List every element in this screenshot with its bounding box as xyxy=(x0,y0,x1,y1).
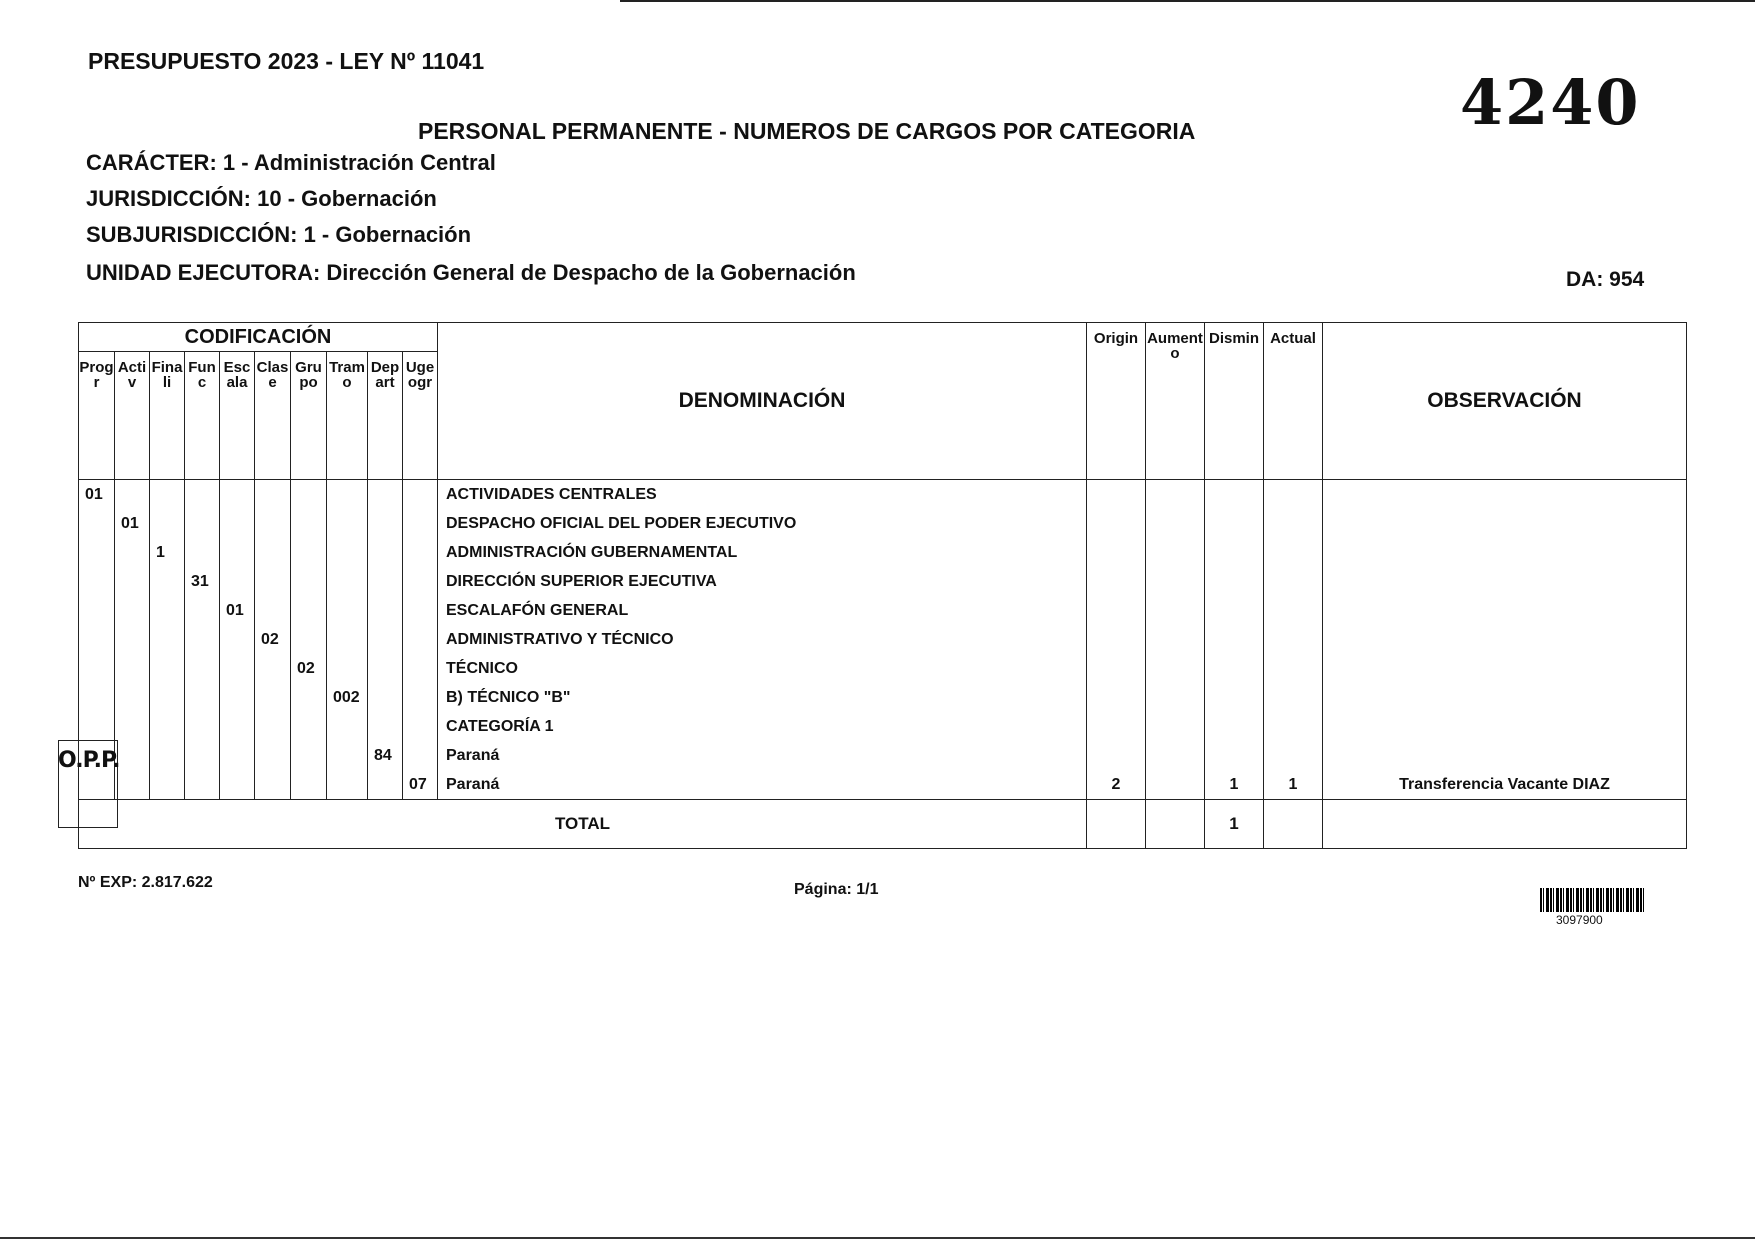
observacion-cell xyxy=(1323,596,1687,625)
table-row xyxy=(79,654,1687,683)
code-cell xyxy=(327,509,368,538)
denominacion-cell: ADMINISTRATIVO Y TÉCNICO xyxy=(438,625,1087,654)
code-header-label: Grupo xyxy=(295,359,322,391)
bottom-rule xyxy=(0,1237,1755,1239)
code-cell xyxy=(291,509,327,538)
code-cell xyxy=(327,625,368,654)
code-cell xyxy=(185,741,220,770)
code-cell xyxy=(255,683,291,712)
table-row xyxy=(79,741,1687,770)
code-cell xyxy=(115,712,150,741)
code-cell xyxy=(368,596,403,625)
table-row xyxy=(79,596,1687,625)
code-cell: 07 xyxy=(403,770,438,800)
code-cell xyxy=(115,480,150,510)
code-cell xyxy=(291,683,327,712)
count-cell xyxy=(1205,480,1264,510)
code-cell xyxy=(150,509,185,538)
code-cell: 31 xyxy=(185,567,220,596)
count-cell xyxy=(1146,741,1205,770)
code-cell xyxy=(150,567,185,596)
observacion-cell xyxy=(1323,741,1687,770)
code-cell xyxy=(220,625,255,654)
code-cell xyxy=(185,770,220,800)
code-cell xyxy=(403,683,438,712)
code-cell xyxy=(291,741,327,770)
code-header xyxy=(115,352,150,480)
denominacion-cell: ESCALAFÓN GENERAL xyxy=(438,596,1087,625)
cargos-table xyxy=(78,322,1687,849)
count-cell xyxy=(1087,480,1146,510)
code-cell xyxy=(291,712,327,741)
count-cell xyxy=(1087,596,1146,625)
code-cell xyxy=(327,741,368,770)
num-header-label: Actual xyxy=(1270,330,1316,347)
code-cell xyxy=(403,712,438,741)
code-cell xyxy=(327,770,368,800)
count-cell xyxy=(1146,596,1205,625)
code-cell xyxy=(115,683,150,712)
table-row xyxy=(79,480,1687,510)
code-cell xyxy=(327,538,368,567)
code-cell xyxy=(368,538,403,567)
count-cell xyxy=(1205,538,1264,567)
code-cell xyxy=(368,509,403,538)
top-rule xyxy=(620,0,1755,2)
code-cell xyxy=(79,538,115,567)
code-header-label: Finali xyxy=(151,359,183,391)
denominacion-cell: TÉCNICO xyxy=(438,654,1087,683)
count-cell xyxy=(1205,683,1264,712)
total-aumento xyxy=(1146,800,1205,849)
code-cell xyxy=(327,712,368,741)
table-row xyxy=(79,509,1687,538)
code-cell: 02 xyxy=(291,654,327,683)
observacion-cell xyxy=(1323,567,1687,596)
table-body xyxy=(79,480,1687,800)
count-cell: 2 xyxy=(1087,770,1146,800)
count-cell xyxy=(1087,741,1146,770)
count-cell xyxy=(1087,683,1146,712)
code-cell xyxy=(115,770,150,800)
code-cell xyxy=(79,567,115,596)
code-header-label: Func xyxy=(188,359,216,391)
code-header-label: Ugeogr xyxy=(405,359,435,391)
code-cell xyxy=(291,567,327,596)
count-cell xyxy=(1087,567,1146,596)
observacion-cell xyxy=(1323,683,1687,712)
count-cell xyxy=(1205,712,1264,741)
count-cell xyxy=(1146,538,1205,567)
count-cell xyxy=(1264,538,1323,567)
count-cell xyxy=(1146,683,1205,712)
code-cell xyxy=(115,654,150,683)
da-code: DA: 954 xyxy=(1566,268,1645,291)
code-cell xyxy=(255,538,291,567)
denominacion-cell: B) TÉCNICO "B" xyxy=(438,683,1087,712)
count-cell xyxy=(1264,596,1323,625)
code-header-label: Activ xyxy=(117,359,147,391)
code-cell xyxy=(255,596,291,625)
code-header-label: Depart xyxy=(370,359,400,391)
num-header xyxy=(1087,323,1146,480)
code-cell xyxy=(115,567,150,596)
count-cell xyxy=(1205,509,1264,538)
total-origin xyxy=(1087,800,1146,849)
count-cell xyxy=(1205,625,1264,654)
code-cell xyxy=(150,480,185,510)
code-cell xyxy=(185,654,220,683)
count-cell: 1 xyxy=(1205,770,1264,800)
code-cell xyxy=(255,567,291,596)
code-cell xyxy=(403,538,438,567)
code-header-label: Tramo xyxy=(329,359,365,391)
code-cell xyxy=(291,625,327,654)
code-cell xyxy=(255,654,291,683)
code-cell xyxy=(185,480,220,510)
code-cell xyxy=(403,625,438,654)
code-cell xyxy=(150,625,185,654)
denominacion-header: DENOMINACIÓN xyxy=(438,323,1087,480)
unidad-ejecutora-line: UNIDAD EJECUTORA: Dirección General de Despacho de la Gobernación xyxy=(86,260,856,285)
code-cell xyxy=(185,625,220,654)
stamp-number: 4240 xyxy=(1460,66,1641,139)
code-cell xyxy=(403,741,438,770)
code-cell xyxy=(79,712,115,741)
code-cell xyxy=(403,509,438,538)
code-cell xyxy=(115,538,150,567)
observacion-cell xyxy=(1323,509,1687,538)
denominacion-cell: Paraná xyxy=(438,770,1087,800)
code-cell xyxy=(255,480,291,510)
code-header xyxy=(291,352,327,480)
count-cell xyxy=(1205,567,1264,596)
observacion-cell xyxy=(1323,480,1687,510)
code-header xyxy=(255,352,291,480)
code-cell xyxy=(79,509,115,538)
code-cell xyxy=(185,538,220,567)
code-cell xyxy=(255,712,291,741)
code-cell xyxy=(368,480,403,510)
code-cell xyxy=(291,770,327,800)
expediente-number: Nº EXP: 2.817.622 xyxy=(78,874,213,891)
code-cell: 01 xyxy=(220,596,255,625)
code-cell xyxy=(115,741,150,770)
code-header xyxy=(327,352,368,480)
observacion-header: OBSERVACIÓN xyxy=(1323,323,1687,480)
count-cell xyxy=(1264,712,1323,741)
num-header-label: Dismin xyxy=(1208,330,1259,347)
caracter-line: CARÁCTER: 1 - Administración Central xyxy=(86,150,496,175)
num-header xyxy=(1264,323,1323,480)
code-cell xyxy=(220,654,255,683)
opp-stamp: O.P.P. xyxy=(58,748,120,773)
denominacion-cell: Paraná xyxy=(438,741,1087,770)
code-cell xyxy=(368,770,403,800)
count-cell xyxy=(1087,625,1146,654)
code-header-label: Escala xyxy=(223,359,251,391)
code-cell: 84 xyxy=(368,741,403,770)
code-cell xyxy=(115,625,150,654)
subjurisdiccion-line: SUBJURISDICCIÓN: 1 - Gobernación xyxy=(86,222,472,247)
count-cell xyxy=(1205,654,1264,683)
count-cell xyxy=(1205,596,1264,625)
code-header xyxy=(150,352,185,480)
code-cell xyxy=(327,567,368,596)
code-cell xyxy=(327,654,368,683)
total-label: TOTAL xyxy=(79,800,1087,849)
code-header xyxy=(368,352,403,480)
observacion-cell xyxy=(1323,654,1687,683)
codificacion-header: CODIFICACIÓN xyxy=(79,323,438,352)
observacion-cell xyxy=(1323,712,1687,741)
document-subtitle: PERSONAL PERMANENTE - NUMEROS DE CARGOS POR CATEGORIA xyxy=(418,118,1196,144)
denominacion-cell: CATEGORÍA 1 xyxy=(438,712,1087,741)
code-header xyxy=(79,352,115,480)
count-cell xyxy=(1146,567,1205,596)
code-cell xyxy=(220,683,255,712)
total-observacion xyxy=(1323,800,1687,849)
denominacion-cell: DESPACHO OFICIAL DEL PODER EJECUTIVO xyxy=(438,509,1087,538)
total-dismin: 1 xyxy=(1205,800,1264,849)
code-cell xyxy=(368,683,403,712)
code-cell xyxy=(220,770,255,800)
code-cell xyxy=(291,596,327,625)
count-cell xyxy=(1146,625,1205,654)
code-cell xyxy=(79,625,115,654)
count-cell xyxy=(1205,741,1264,770)
count-cell xyxy=(1264,480,1323,510)
table-row xyxy=(79,567,1687,596)
num-header-label: Origin xyxy=(1093,330,1139,347)
code-cell xyxy=(79,596,115,625)
jurisdiccion-line: JURISDICCIÓN: 10 - Gobernación xyxy=(86,186,437,211)
count-cell xyxy=(1146,480,1205,510)
barcode-icon xyxy=(1540,888,1645,912)
page-number: Página: 1/1 xyxy=(794,881,879,898)
count-cell xyxy=(1146,712,1205,741)
table-row xyxy=(79,625,1687,654)
code-cell xyxy=(255,741,291,770)
code-cell xyxy=(220,509,255,538)
code-cell xyxy=(291,538,327,567)
table-row xyxy=(79,770,1687,800)
count-cell: 1 xyxy=(1264,770,1323,800)
code-cell xyxy=(150,770,185,800)
code-cell xyxy=(79,683,115,712)
count-cell xyxy=(1087,509,1146,538)
code-cell: 01 xyxy=(79,480,115,510)
code-cell: 1 xyxy=(150,538,185,567)
code-header xyxy=(185,352,220,480)
observacion-cell xyxy=(1323,538,1687,567)
count-cell xyxy=(1264,741,1323,770)
count-cell xyxy=(1146,509,1205,538)
count-cell xyxy=(1264,567,1323,596)
barcode-number: 3097900 xyxy=(1556,913,1603,927)
code-cell: 01 xyxy=(115,509,150,538)
code-cell xyxy=(185,683,220,712)
count-cell xyxy=(1264,509,1323,538)
code-cell xyxy=(115,596,150,625)
code-header-label: Clase xyxy=(256,359,289,391)
code-cell xyxy=(185,596,220,625)
code-cell xyxy=(220,567,255,596)
denominacion-cell: ACTIVIDADES CENTRALES xyxy=(438,480,1087,510)
code-cell: 002 xyxy=(327,683,368,712)
count-cell xyxy=(1264,683,1323,712)
code-cell xyxy=(220,741,255,770)
table-row xyxy=(79,538,1687,567)
count-cell xyxy=(1087,712,1146,741)
total-actual xyxy=(1264,800,1323,849)
count-cell xyxy=(1264,625,1323,654)
code-cell xyxy=(220,712,255,741)
code-cell xyxy=(403,567,438,596)
code-cell xyxy=(150,683,185,712)
code-header-label: Progr xyxy=(79,359,114,391)
code-cell xyxy=(185,509,220,538)
num-header-label: Aumento xyxy=(1147,330,1203,362)
code-cell xyxy=(150,712,185,741)
num-header xyxy=(1205,323,1264,480)
count-cell xyxy=(1087,654,1146,683)
code-cell xyxy=(403,596,438,625)
code-cell xyxy=(291,480,327,510)
code-header xyxy=(403,352,438,480)
code-cell xyxy=(368,654,403,683)
code-cell xyxy=(327,480,368,510)
observacion-cell: Transferencia Vacante DIAZ xyxy=(1323,770,1687,800)
count-cell xyxy=(1264,654,1323,683)
code-cell xyxy=(150,596,185,625)
total-row xyxy=(79,800,1687,849)
code-cell xyxy=(255,509,291,538)
code-cell xyxy=(368,712,403,741)
code-header xyxy=(220,352,255,480)
table-row xyxy=(79,683,1687,712)
code-cell xyxy=(368,625,403,654)
code-cell xyxy=(327,596,368,625)
code-cell: 02 xyxy=(255,625,291,654)
num-header xyxy=(1146,323,1205,480)
denominacion-cell: ADMINISTRACIÓN GUBERNAMENTAL xyxy=(438,538,1087,567)
code-cell xyxy=(368,567,403,596)
observacion-cell xyxy=(1323,625,1687,654)
code-cell xyxy=(185,712,220,741)
count-cell xyxy=(1146,654,1205,683)
code-cell xyxy=(150,741,185,770)
code-cell xyxy=(403,480,438,510)
count-cell xyxy=(1146,770,1205,800)
table-row xyxy=(79,712,1687,741)
code-cell xyxy=(403,654,438,683)
document-title: PRESUPUESTO 2023 - LEY Nº 11041 xyxy=(88,48,485,74)
code-cell xyxy=(220,480,255,510)
code-cell xyxy=(220,538,255,567)
code-cell xyxy=(150,654,185,683)
count-cell xyxy=(1087,538,1146,567)
code-cell xyxy=(255,770,291,800)
code-cell xyxy=(79,654,115,683)
denominacion-cell: DIRECCIÓN SUPERIOR EJECUTIVA xyxy=(438,567,1087,596)
